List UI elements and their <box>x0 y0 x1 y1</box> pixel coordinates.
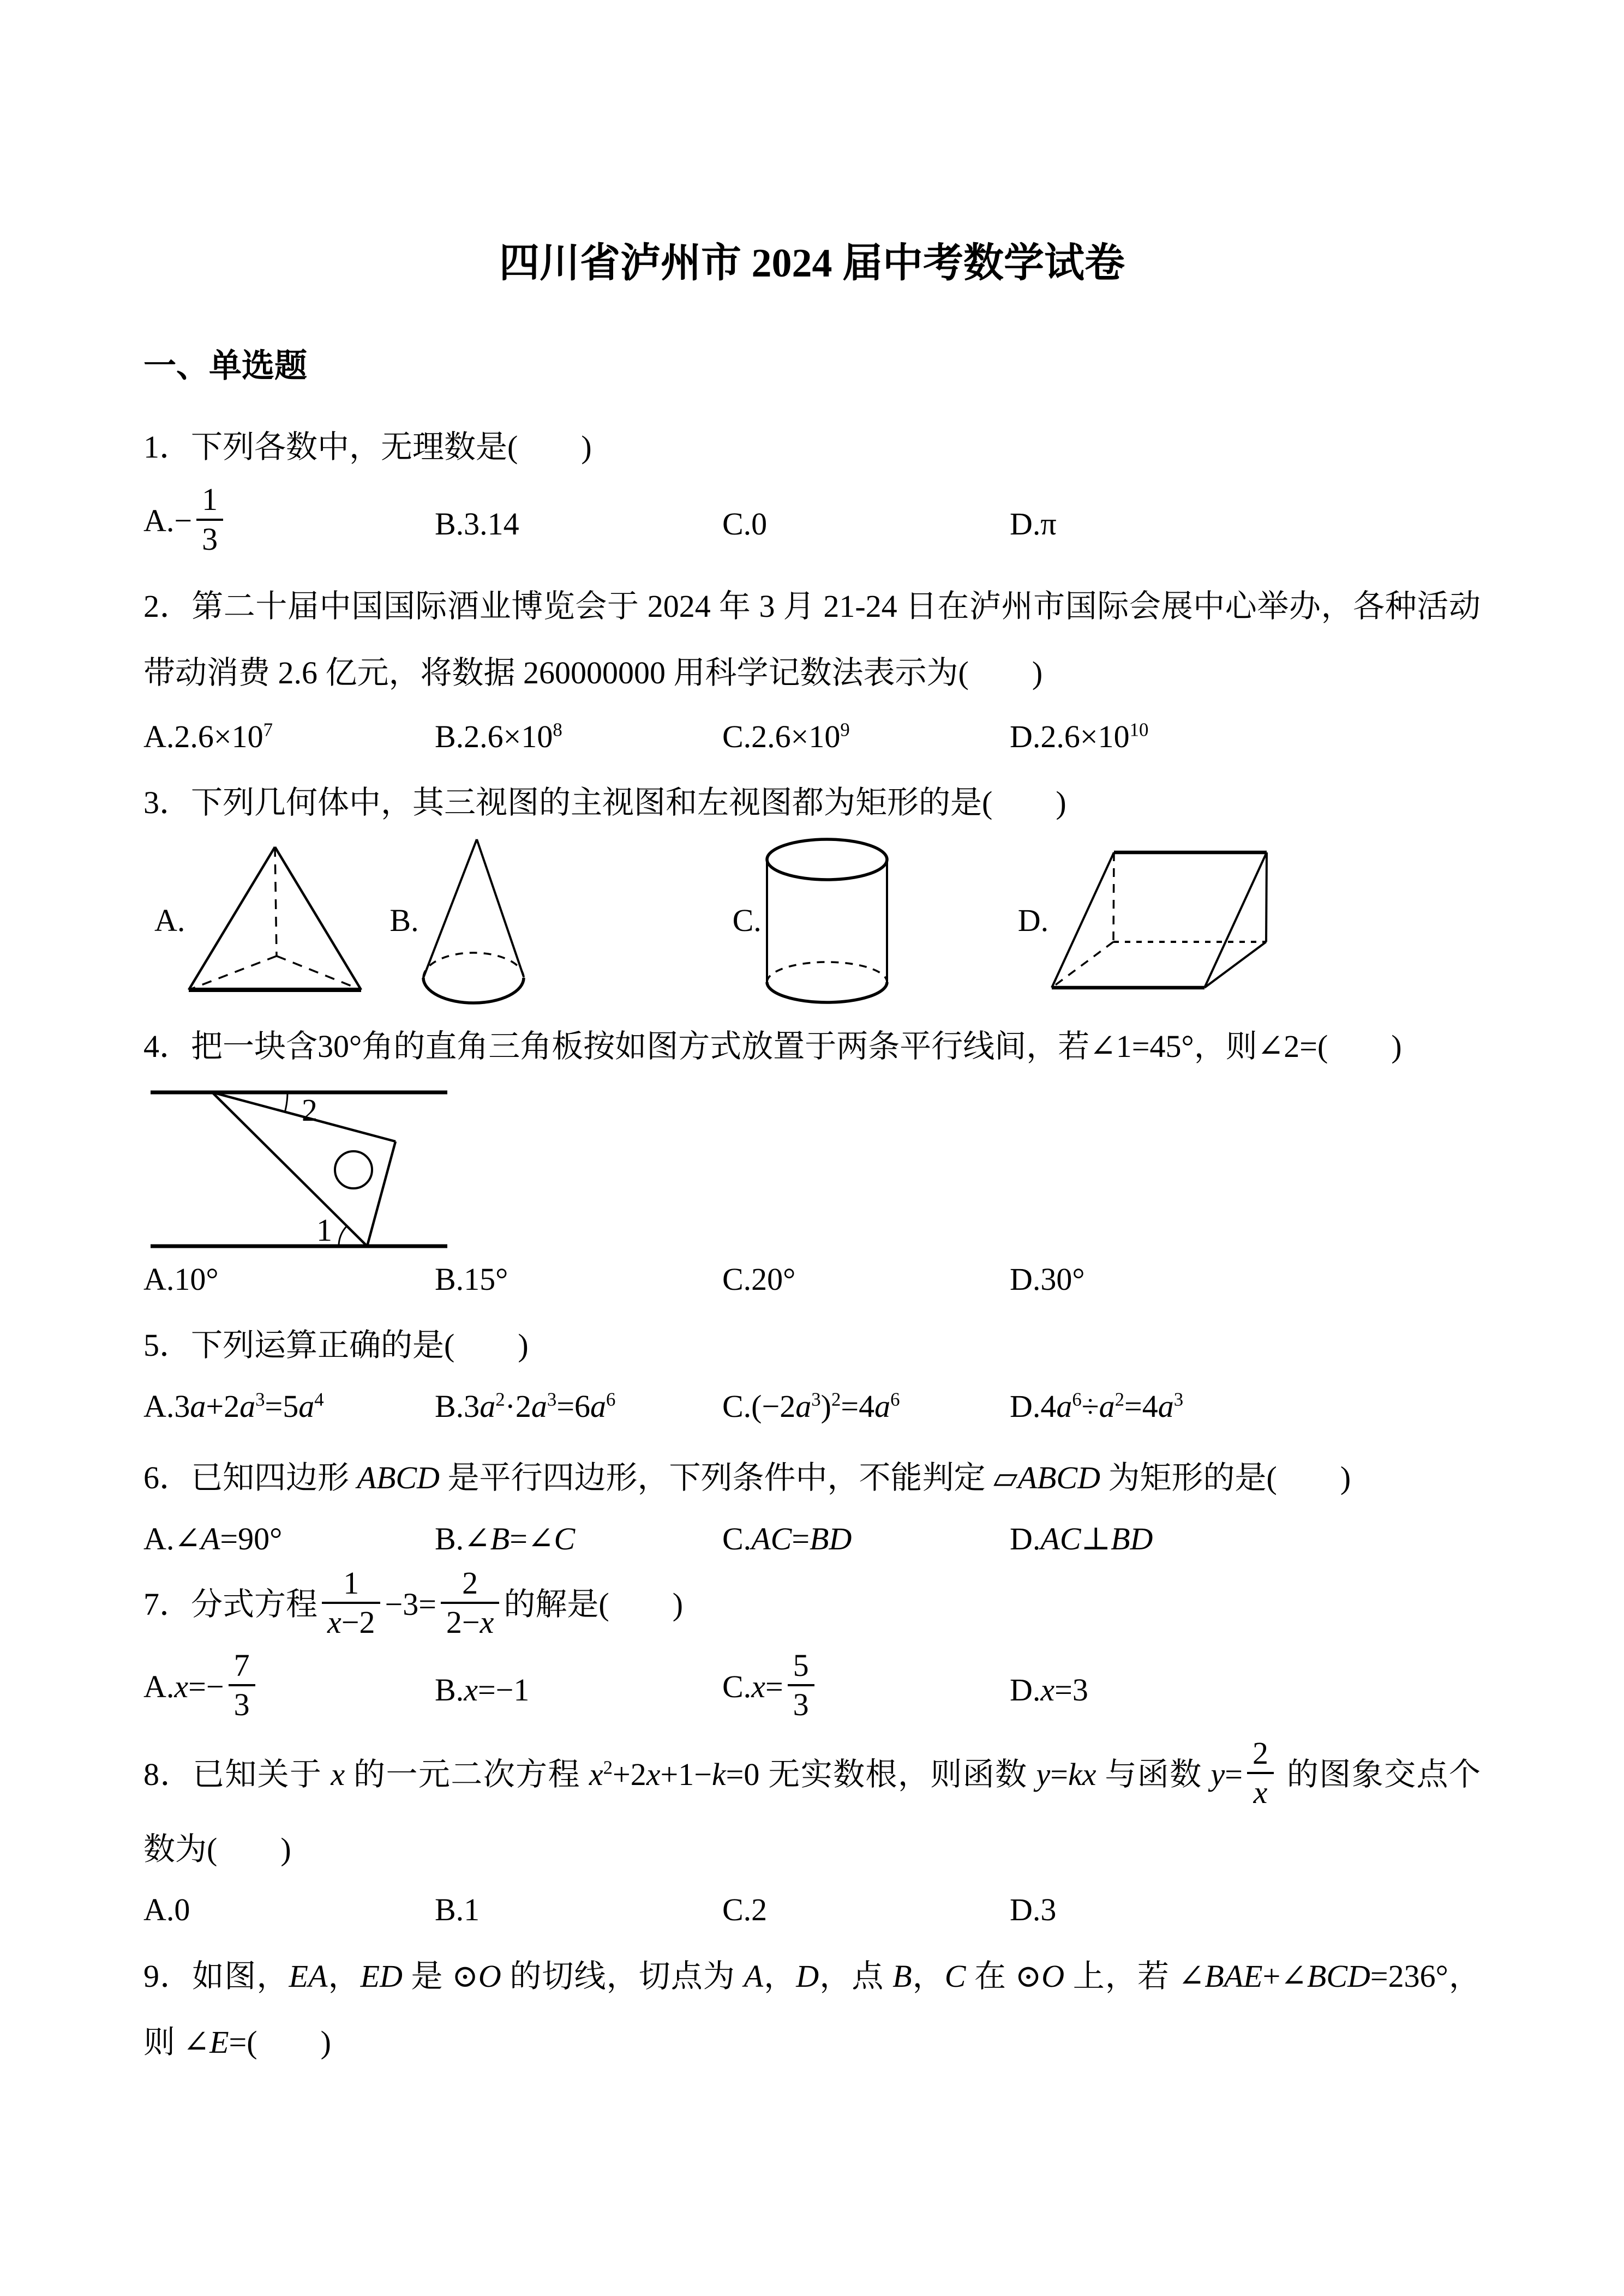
question-9 <box>143 1943 1481 2076</box>
question-7-stem: 7．分式方程 $\frac{1}{x-2}$ −3= $\frac{2}{2-x}$ 的解是( ) <box>143 1569 1481 1646</box>
question-6-option-c: C.AC=BD <box>722 1520 852 1556</box>
question-4-option-b: B.15° <box>435 1261 508 1297</box>
figure-d-label: D. <box>1017 902 1049 938</box>
question-5-option-b: $B.3a^2\cdot 2a^3=6a^6$ <box>435 1388 616 1424</box>
parallel-lines-triangle-figure <box>146 1083 452 1252</box>
question-2-option-b: $B.2.6\times 10^8$ <box>435 718 562 754</box>
figure-option-b <box>389 836 528 1005</box>
question-1 <box>143 414 1481 563</box>
question-1-options <box>143 482 1481 562</box>
question-6-stem: 6．已知四边形 ABCD 是平行四边形，下列条件中，不能判定 ▱ABCD 为矩形的是( ) <box>143 1459 1351 1495</box>
question-2-option-c: $C.2.6\times 10^9$ <box>722 718 850 754</box>
figure-option-d <box>1018 847 1272 994</box>
question-8-stem: 8．已知关于 x 的一元二次方程 $x^2+2x+1-k=0$ 无实数根，则函数 y=kx 与函数 y= $\frac{2}{x}$ 的图象交点个数为( ) <box>143 1735 1481 1867</box>
question-7-options <box>143 1647 1481 1728</box>
angle-2-label: 2 <box>302 1092 317 1128</box>
figure-a-label: A. <box>154 902 185 938</box>
question-5-option-a: $A.3a+2a^3=5a^4$ <box>143 1388 324 1424</box>
cylinder-figure <box>762 836 892 1005</box>
question-6-option-a: A.∠A=90° <box>143 1520 283 1556</box>
question-8-options <box>143 1888 1481 1932</box>
question-1-option-a: A.− $\frac{1}{3}$ <box>143 485 435 562</box>
question-8-option-d: D.3 <box>1010 1892 1057 1928</box>
question-7-option-d: D.x=3 <box>1010 1672 1088 1708</box>
figure-option-a <box>154 843 365 998</box>
question-8 <box>143 1735 1481 1932</box>
question-1-option-d: D.π <box>1010 506 1057 542</box>
question-4-option-d: D.30° <box>1010 1261 1085 1297</box>
question-8-option-b: B.1 <box>435 1892 480 1928</box>
question-2-stem: 2．第二十届中国国际酒业博览会于 2024 年 3 月 21-24 日在泸州市国际会展中心举办，各种活动带动消费 2.6 亿元，将数据 260000000 用科学记数法表示为( ) <box>143 588 1481 691</box>
question-1-option-c: C.0 <box>722 506 768 542</box>
question-3 <box>143 770 1481 1005</box>
angle-1-label: 1 <box>316 1212 332 1248</box>
triangular-pyramid-figure <box>185 843 365 998</box>
question-2-option-a: $A.2.6\times 10^7$ <box>143 718 273 754</box>
question-3-figures <box>143 836 1481 1005</box>
figure-option-c <box>733 836 892 1005</box>
question-4 <box>143 1013 1481 1301</box>
question-6-option-b: B.∠B=∠C <box>435 1520 576 1556</box>
question-7-option-b: B.x=−1 <box>435 1672 530 1708</box>
oblique-prism-figure <box>1048 847 1272 994</box>
question-8-option-a: A.0 <box>143 1892 190 1928</box>
question-8-option-c: C.2 <box>722 1892 768 1928</box>
question-5-option-c: $C.(-2a^3)^2=4a^6$ <box>722 1388 900 1424</box>
question-6-options <box>143 1517 1481 1561</box>
question-2 <box>143 573 1481 759</box>
question-3-stem: 3．下列几何体中，其三视图的主视图和左视图都为矩形的是( ) <box>143 785 1066 821</box>
question-2-options <box>143 714 1481 759</box>
figure-b-label: B. <box>389 902 419 938</box>
question-1-stem: 1．下列各数中，无理数是( ) <box>143 429 592 465</box>
question-5-stem: 5．下列运算正确的是( ) <box>143 1327 529 1363</box>
question-5-option-d: $D.4a^6\div a^2=4a^3$ <box>1010 1388 1184 1424</box>
section-heading: 一、单选题 <box>143 347 307 384</box>
question-7-option-a: A.x=− $\frac{7}{3}$ <box>143 1651 435 1728</box>
question-4-options <box>143 1257 1481 1301</box>
question-2-option-d: $D.2.6\times 10^{10}$ <box>1010 718 1149 754</box>
question-6-option-d: D.AC⊥BD <box>1010 1520 1153 1556</box>
question-9-stem: 9．如图，EA，ED 是 ⊙O 的切线，切点为 A，D，点 B，C 在 ⊙O 上，若 ∠BAE+∠BCD=236°，则 ∠E=( ) <box>143 1958 1481 2060</box>
question-7-option-c: C.x= $\frac{5}{3}$ <box>722 1651 1010 1728</box>
question-4-option-c: C.20° <box>722 1261 796 1297</box>
question-7 <box>143 1565 1481 1728</box>
page-title: 四川省泸州市 2024 届中考数学试卷 <box>499 241 1125 286</box>
question-5-options <box>143 1384 1481 1428</box>
figure-c-label: C. <box>732 902 762 938</box>
cone-figure <box>419 836 528 1005</box>
question-4-option-a: A.10° <box>143 1261 219 1297</box>
question-6 <box>143 1445 1481 1561</box>
question-4-stem: 4．把一块含30°角的直角三角板按如图方式放置于两条平行线间，若∠1=45°，则∠2=( ) <box>143 1028 1402 1064</box>
question-5 <box>143 1312 1481 1428</box>
question-1-option-b: B.3.14 <box>435 506 519 542</box>
